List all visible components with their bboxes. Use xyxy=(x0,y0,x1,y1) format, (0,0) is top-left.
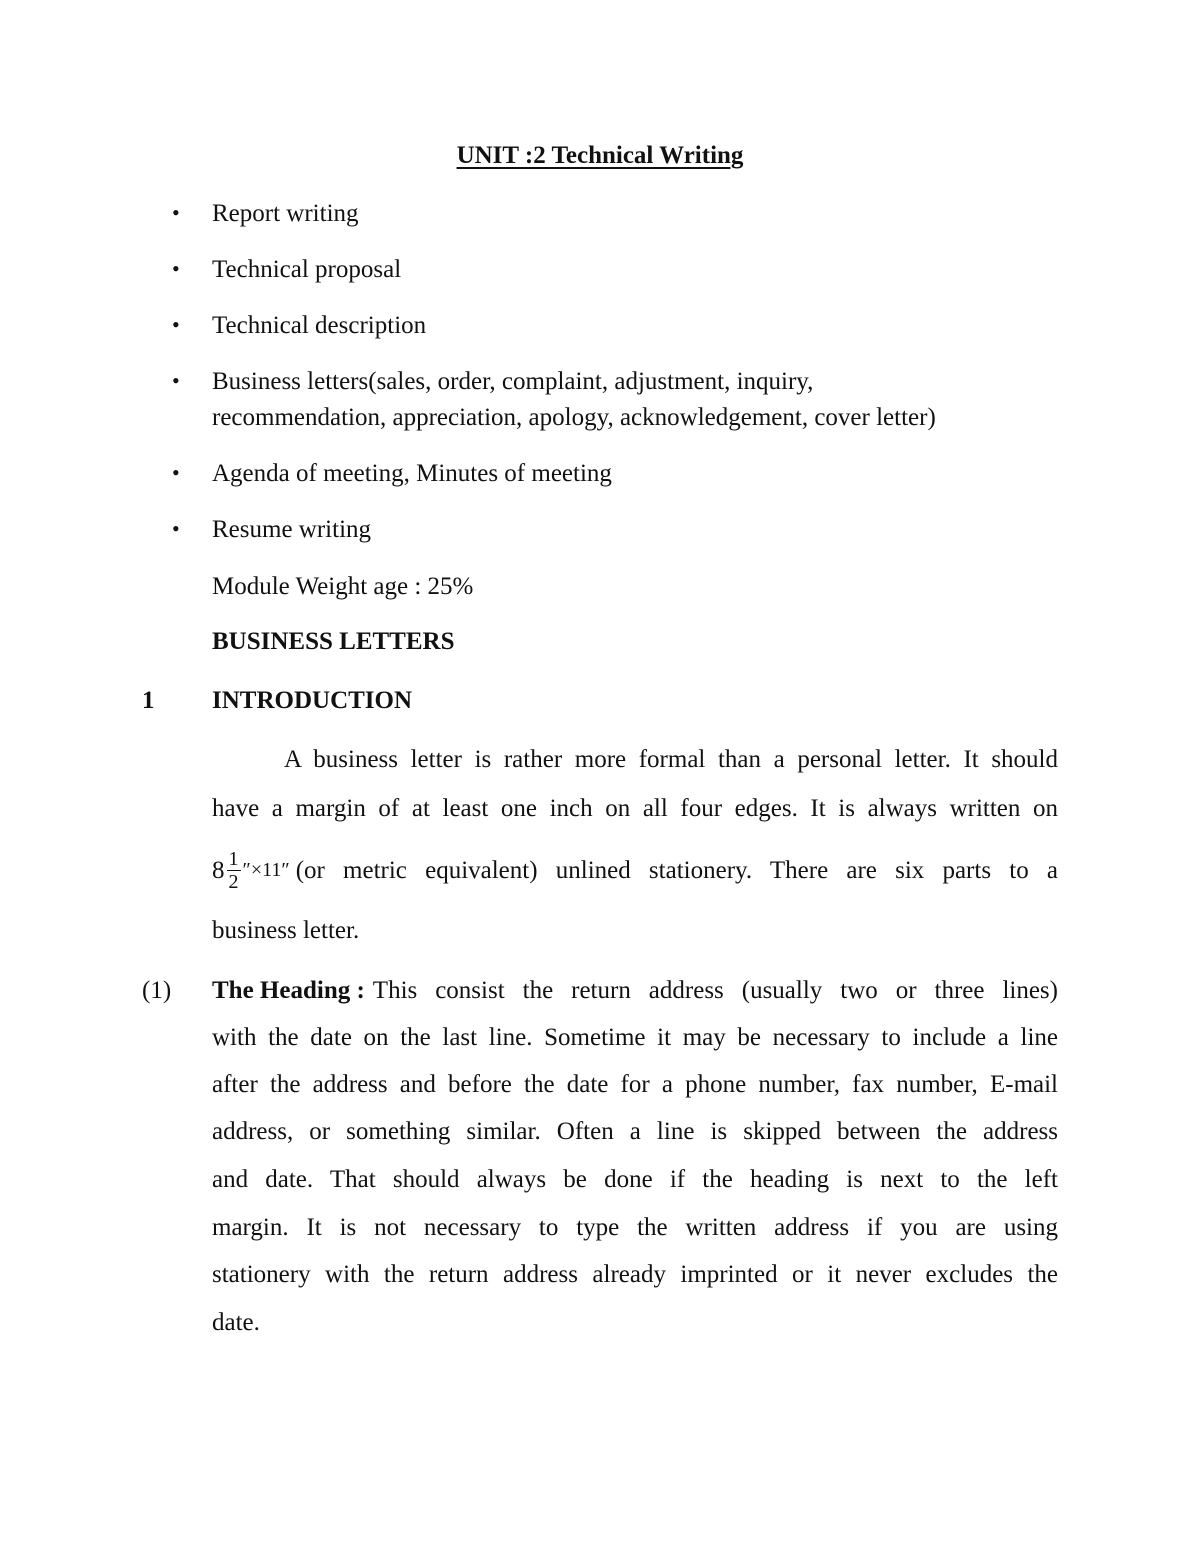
intro-heading: INTRODUCTION xyxy=(212,687,413,714)
bullet-icon: • xyxy=(172,312,180,337)
list-item-text: Technical description xyxy=(212,312,427,339)
list-item-text: Business letters(sales, order, complaint, adjustment, inquiry, xyxy=(212,368,814,395)
intro-line-2: have a margin of at least one inch on all four edges. It is always written on xyxy=(212,795,1058,822)
heading-label: The Heading : xyxy=(212,977,365,1004)
fraction-whole: 8 xyxy=(212,856,225,884)
heading-line: with the date on the last line. Sometime it may be necessary to include a line xyxy=(212,1024,1058,1051)
intro-line-3 xyxy=(212,848,1058,893)
section-heading: BUSINESS LETTERS xyxy=(212,628,455,655)
heading-line: stationery with the return address already imprinted or it never excludes the xyxy=(212,1261,1058,1288)
list-item-text: Agenda of meeting, Minutes of meeting xyxy=(212,460,612,487)
fraction-denominator: 2 xyxy=(228,871,239,893)
paper-size-fraction xyxy=(212,848,290,893)
fraction-numerator: 1 xyxy=(228,848,239,870)
page-title xyxy=(0,142,1200,170)
heading-line-1-text: This consist the return address (usually two or three lines) xyxy=(372,977,1058,1004)
bullet-icon: • xyxy=(172,200,180,225)
list-item-continuation: recommendation, appreciation, apology, acknowledgement, cover letter) xyxy=(212,404,936,431)
module-weight: Module Weight age : 25% xyxy=(212,573,474,600)
intro-line-1: A business letter is rather more formal than a personal letter. It should xyxy=(284,746,1058,773)
fraction-suffix: ″×11″ xyxy=(242,859,290,881)
heading-line: after the address and before the date for a phone number, fax number, E-mail xyxy=(212,1071,1058,1098)
heading-last-line: date. xyxy=(212,1309,260,1336)
heading-line-1 xyxy=(212,977,1058,1005)
page-title-text: UNIT :2 Technical Writing xyxy=(456,142,744,169)
bullet-icon: • xyxy=(172,516,180,541)
bullet-icon: • xyxy=(172,256,180,281)
list-item-text: Resume writing xyxy=(212,516,372,543)
part-number: (1) xyxy=(142,977,172,1004)
heading-line: margin. It is not necessary to type the written address if you are using xyxy=(212,1214,1058,1241)
heading-line: and date. That should always be done if the heading is next to the left xyxy=(212,1166,1058,1193)
intro-line-4: business letter. xyxy=(212,917,360,944)
heading-line: address, or something similar. Often a line is skipped between the address xyxy=(212,1118,1058,1145)
list-item-text: Technical proposal xyxy=(212,256,402,283)
fraction-stack xyxy=(227,848,241,893)
intro-number: 1 xyxy=(142,687,155,714)
intro-line-3-text: (or metric equivalent) unlined stationery. There are six parts to a xyxy=(295,856,1058,884)
bullet-icon: • xyxy=(172,368,180,393)
bullet-icon: • xyxy=(172,460,180,485)
list-item-text: Report writing xyxy=(212,200,359,227)
